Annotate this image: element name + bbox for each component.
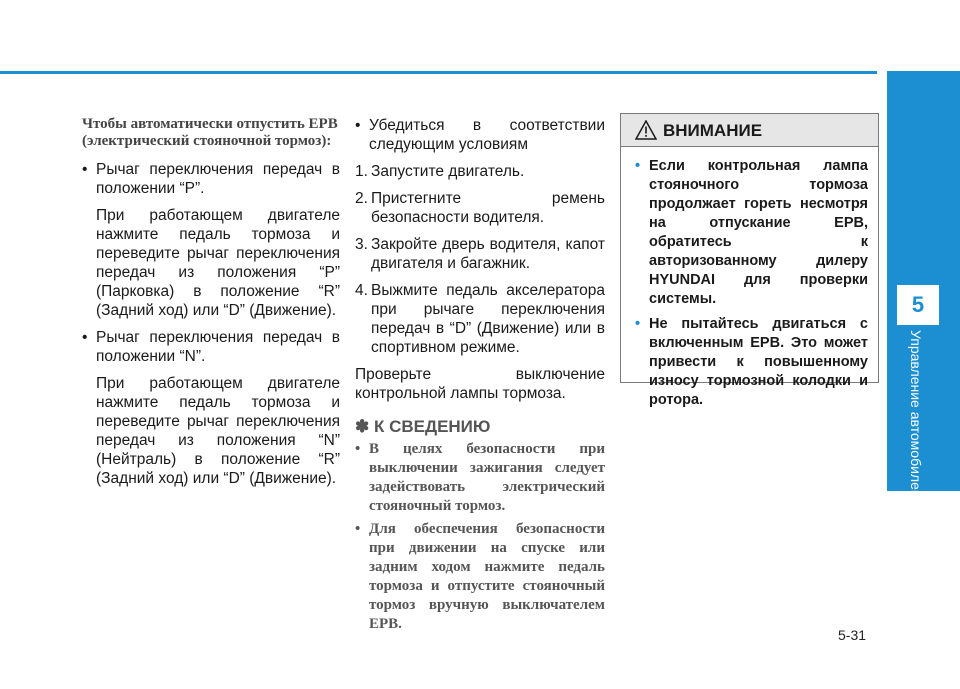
bullet: • [635,158,641,174]
step-item [355,162,605,181]
list-item [82,328,340,366]
column-middle [355,116,605,638]
column-left [82,116,340,496]
step-text: Запустите двигатель. [371,163,525,180]
warning-item [635,157,868,309]
chapter-title: Управление автомобилем [908,330,924,500]
list-item-detail: При работающем двигателе нажмите педаль тормоза и переведите рычаг переключения передач из положения “N” (Нейтраль) в положение “R” (Задний ход) или “D” (Движение). [96,375,340,487]
warning-item [635,315,868,410]
warning-body [621,147,878,410]
warning-header [621,114,878,147]
section-heading: Чтобы автоматически отпустить EPB (электрический стояночной тормоз): [82,116,338,149]
check-paragraph: Проверьте выключение контрольной лампы тормоза. [355,366,605,402]
step-text: Пристегните ремень безопасности водителя. [371,190,605,226]
step-text: Выжмите педаль акселератора при рычаге переключения передач в “D” (Движение) или в спортивном режиме. [371,282,605,356]
step-item [355,189,605,227]
step-item [355,281,605,357]
note-text: В целях безопасности при выключении зажигания следует задействовать электрический стояночный тормоз. [369,441,605,514]
chapter-number: 5 [897,285,939,325]
warning-triangle-icon [635,120,657,140]
step-text: Закройте дверь водителя, капот двигателя и багажник. [371,236,605,272]
step-number: 4. [355,282,368,299]
header-rule [0,71,877,74]
bullet: • [355,441,361,457]
bullet: • [355,521,361,537]
list-item [82,160,340,198]
page-number: 5-31 [838,627,867,643]
note-text: Для обеспечения безопасности при движении на спуске или задним ходом нажмите педаль тормоза и отпустите стояночный тормоз вручную выключателем EPB. [369,521,605,632]
conditions-intro [355,116,605,154]
list-item-detail: При работающем двигателе нажмите педаль тормоза и переведите рычаг переключения передач из положения “P” (Парковка) в положение “R” (Задний ход) или “D” (Движение). [96,207,340,319]
list-item-text: Рычаг переключения передач в положении “P”. [96,161,340,197]
warning-box [620,113,879,408]
warning-title: ВНИМАНИЕ [663,121,763,140]
conditions-intro-text: Убедиться в соответствии следующим условиям [369,117,605,153]
step-number: 1. [355,163,368,180]
note-item [355,520,605,634]
note-item [355,440,605,516]
step-item [355,235,605,273]
step-number: 3. [355,236,368,253]
warning-text: Если контрольная лампа стояночного тормоза продолжает гореть несмотря на отпускание EPB, обратитесь к авторизованному дилеру HYUNDAI для проверки системы. [649,158,868,307]
bullet: • [82,329,88,346]
step-number: 2. [355,190,368,207]
bullet: • [635,316,641,332]
note-title: ✽ К СВЕДЕНИЮ [355,417,491,436]
bullet: • [82,161,88,178]
bullet: • [355,117,361,134]
warning-text: Не пытайтесь двигаться с включенным EPB. Это может привести к повышенному износу тормозной колодки и ротора. [649,316,868,408]
list-item-text: Рычаг переключения передач в положении “N”. [96,329,340,365]
